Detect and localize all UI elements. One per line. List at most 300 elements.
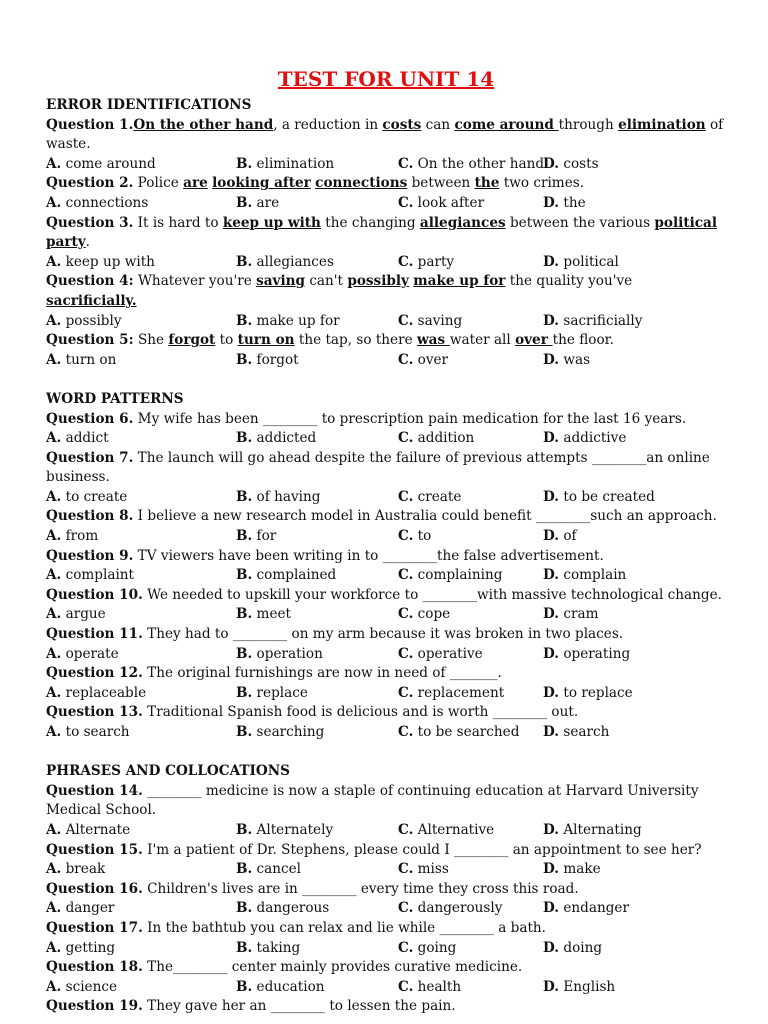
option-text: of	[559, 528, 577, 545]
answer-option[interactable]	[236, 194, 279, 214]
option-text: was	[559, 351, 591, 368]
underlined-phrase: over	[515, 332, 553, 349]
option-text: getting	[61, 939, 116, 956]
question-text: the floor.	[552, 332, 614, 349]
option-letter: C.	[398, 312, 414, 329]
answer-option[interactable]	[398, 351, 448, 371]
option-text: English	[559, 978, 616, 995]
answer-option[interactable]	[236, 939, 300, 959]
option-text: look after	[413, 194, 485, 211]
question-stem	[46, 507, 726, 527]
option-text: connections	[61, 194, 149, 211]
answer-option[interactable]	[398, 821, 494, 841]
question-text: In the bathtub you can relax and lie while ________ a bath.	[142, 919, 547, 936]
answer-option[interactable]	[236, 527, 276, 547]
answer-option[interactable]	[46, 527, 98, 547]
answer-option[interactable]	[398, 527, 431, 547]
answer-options	[46, 899, 726, 919]
option-letter: A.	[46, 684, 62, 701]
answer-option[interactable]	[46, 821, 130, 841]
underlined-phrase: turn on	[237, 332, 295, 349]
question-text: She	[133, 332, 169, 349]
question-text: .	[85, 234, 90, 251]
option-text: addict	[61, 430, 109, 447]
option-letter: C.	[398, 978, 414, 995]
answer-option[interactable]	[46, 723, 130, 743]
option-letter: B.	[236, 528, 253, 545]
question-label: Question 9.	[46, 547, 134, 564]
option-letter: B.	[236, 351, 253, 368]
option-letter: D.	[543, 567, 560, 584]
option-text: allegiances	[252, 253, 334, 270]
question-text: the changing	[320, 214, 420, 231]
option-letter: B.	[236, 430, 253, 447]
answer-option[interactable]	[543, 645, 630, 665]
answer-option[interactable]	[543, 899, 629, 919]
question-text: can't	[305, 273, 348, 290]
option-letter: C.	[398, 900, 414, 917]
option-letter: D.	[543, 861, 560, 878]
answer-option[interactable]	[46, 155, 156, 175]
question-stem	[46, 410, 726, 430]
option-text: sacrificially	[559, 312, 643, 329]
section-heading: PHRASES AND COLLOCATIONS	[46, 763, 290, 780]
option-letter: C.	[398, 821, 414, 838]
answer-option[interactable]	[236, 684, 308, 704]
question-label: Question 13.	[46, 704, 143, 721]
question-text: They had to ________ on my arm because it was broken in two places.	[142, 626, 624, 643]
option-text: make up for	[252, 312, 340, 329]
question-text: two crimes.	[499, 175, 585, 192]
answer-option[interactable]	[236, 821, 333, 841]
answer-option[interactable]	[236, 312, 340, 332]
question-text: ________ medicine is now a staple of continuing education at Harvard University Medical School.	[46, 782, 699, 819]
answer-option[interactable]	[543, 939, 602, 959]
question-text: of waste.	[46, 116, 724, 153]
option-text: forgot	[252, 351, 299, 368]
answer-option[interactable]	[543, 194, 586, 214]
answer-options	[46, 155, 726, 175]
answer-options	[46, 312, 726, 332]
option-letter: B.	[236, 488, 253, 505]
option-text: replace	[252, 684, 308, 701]
option-letter: C.	[398, 155, 414, 172]
option-letter: A.	[46, 155, 62, 172]
option-letter: A.	[46, 606, 62, 623]
answer-option[interactable]	[46, 978, 117, 998]
option-letter: C.	[398, 724, 414, 740]
answer-option[interactable]	[46, 645, 119, 665]
option-text: possibly	[61, 312, 122, 329]
option-text: the	[559, 194, 586, 211]
option-text: cancel	[252, 861, 302, 878]
question-text: the quality you've	[505, 273, 633, 290]
answer-option[interactable]	[543, 566, 626, 586]
option-letter: A.	[46, 351, 62, 368]
answer-option[interactable]	[543, 429, 626, 449]
option-letter: B.	[236, 724, 253, 740]
underlined-phrase: make up for	[413, 273, 506, 290]
answer-options	[46, 939, 726, 959]
underlined-phrase: looking after	[212, 175, 311, 192]
question-stem	[46, 664, 726, 684]
option-letter: B.	[236, 645, 253, 662]
option-letter: B.	[236, 939, 253, 956]
option-text: party	[413, 253, 455, 270]
option-text: come around	[61, 155, 156, 172]
option-text: meet	[252, 606, 291, 623]
answer-option[interactable]	[46, 312, 122, 332]
answer-options	[46, 527, 726, 547]
option-text: to replace	[559, 684, 633, 701]
answer-option[interactable]	[236, 899, 329, 919]
question-text: Police	[133, 175, 184, 192]
underlined-phrase: keep up with	[222, 214, 321, 231]
answer-option[interactable]	[236, 860, 301, 880]
answer-option[interactable]	[543, 351, 590, 371]
option-letter: D.	[543, 900, 560, 917]
option-text: to	[413, 528, 432, 545]
question-stem	[46, 782, 726, 821]
option-letter: D.	[543, 939, 560, 956]
option-text: from	[61, 528, 99, 545]
question-stem	[46, 880, 726, 900]
option-letter: D.	[543, 351, 560, 368]
question-text: Traditional Spanish food is delicious and is worth ________ out.	[142, 704, 579, 721]
question-label: Question 19.	[46, 998, 143, 1015]
answer-option[interactable]	[543, 155, 599, 175]
option-text: miss	[413, 861, 449, 878]
answer-option[interactable]	[236, 429, 316, 449]
option-letter: B.	[236, 821, 253, 838]
answer-option[interactable]	[46, 351, 116, 371]
option-text: complaint	[61, 567, 135, 584]
answer-options	[46, 684, 726, 704]
underlined-phrase: saving	[256, 273, 305, 290]
answer-option[interactable]	[46, 684, 146, 704]
option-letter: B.	[236, 606, 253, 623]
answer-option[interactable]	[543, 723, 609, 743]
option-letter: A.	[46, 488, 62, 505]
question-text: The________ center mainly provides curative medicine.	[142, 959, 523, 976]
question-text: We needed to upskill your workforce to ________with massive technological change.	[142, 586, 722, 603]
option-letter: D.	[543, 724, 560, 740]
question-label: Question 16.	[46, 880, 143, 897]
answer-option[interactable]	[543, 684, 633, 704]
underlined-phrase: sacrificially.	[46, 292, 137, 309]
option-text: Alternately	[252, 821, 334, 838]
option-text: complain	[559, 567, 627, 584]
option-text: operative	[413, 645, 483, 662]
answer-option[interactable]	[543, 253, 619, 273]
option-letter: D.	[543, 821, 560, 838]
answer-option[interactable]	[543, 978, 615, 998]
option-letter: C.	[398, 939, 414, 956]
option-text: break	[61, 861, 106, 878]
answer-option[interactable]	[398, 939, 456, 959]
question-stem	[46, 449, 726, 488]
question-label: Question 4:	[46, 273, 134, 290]
question-text: Children's lives are in ________ every time they cross this road.	[142, 880, 579, 897]
question-label: Question 2.	[46, 175, 134, 192]
question-label: Question 17.	[46, 919, 143, 936]
option-text: cope	[413, 606, 451, 623]
option-text: political	[559, 253, 619, 270]
option-letter: D.	[543, 528, 560, 545]
answer-option[interactable]	[236, 253, 334, 273]
answer-option[interactable]	[46, 566, 134, 586]
option-letter: D.	[543, 645, 560, 662]
option-text: searching	[252, 724, 325, 740]
sections-container	[46, 96, 726, 1017]
option-letter: D.	[543, 606, 560, 623]
question-label: Question 18.	[46, 959, 143, 976]
question-text: It is hard to	[133, 214, 223, 231]
answer-option[interactable]	[398, 253, 454, 273]
option-letter: B.	[236, 155, 253, 172]
option-letter: A.	[46, 821, 62, 838]
option-letter: B.	[236, 861, 253, 878]
question-text: between	[407, 175, 475, 192]
question-stem	[46, 586, 726, 606]
answer-options	[46, 605, 726, 625]
answer-option[interactable]	[46, 860, 105, 880]
question-label: Question 12.	[46, 665, 143, 682]
section-heading: WORD PATTERNS	[46, 390, 184, 407]
answer-option[interactable]	[398, 860, 449, 880]
answer-option[interactable]	[398, 605, 450, 625]
option-letter: B.	[236, 978, 253, 995]
question-label: Question 1.	[46, 116, 134, 133]
option-text: operation	[252, 645, 323, 662]
option-text: to be searched	[413, 724, 520, 740]
answer-option[interactable]	[398, 488, 461, 508]
question-label: Question 5:	[46, 332, 134, 349]
question-text: between the various	[505, 214, 655, 231]
answer-option[interactable]	[398, 566, 502, 586]
option-letter: A.	[46, 253, 62, 270]
question-stem	[46, 331, 726, 351]
option-text: education	[252, 978, 325, 995]
option-text: over	[413, 351, 449, 368]
section-spacer	[46, 370, 726, 390]
option-text: operating	[559, 645, 631, 662]
answer-option[interactable]	[543, 312, 642, 332]
answer-option[interactable]	[543, 488, 655, 508]
option-text: dangerous	[252, 900, 330, 917]
answer-option[interactable]	[398, 684, 504, 704]
answer-option[interactable]	[543, 821, 642, 841]
option-text: costs	[559, 155, 599, 172]
answer-option[interactable]	[236, 605, 291, 625]
test-document	[46, 64, 726, 1017]
question-stem	[46, 214, 726, 253]
answer-option[interactable]	[46, 429, 109, 449]
question-label: Question 11.	[46, 626, 143, 643]
answer-option[interactable]	[236, 155, 334, 175]
question-text: can	[421, 116, 455, 133]
underlined-phrase: forgot	[168, 332, 216, 349]
option-letter: A.	[46, 645, 62, 662]
question-stem	[46, 174, 726, 194]
question-stem	[46, 116, 726, 155]
question-text: I'm a patient of Dr. Stephens, please could I ________ an appointment to see her?	[142, 841, 702, 858]
option-text: saving	[413, 312, 463, 329]
answer-option[interactable]	[398, 312, 462, 332]
option-letter: B.	[236, 312, 253, 329]
answer-option[interactable]	[236, 723, 324, 743]
answer-option[interactable]	[236, 566, 336, 586]
underlined-phrase: connections	[315, 175, 408, 192]
question-label: Question 8.	[46, 508, 134, 525]
question-stem	[46, 547, 726, 567]
answer-options	[46, 488, 726, 508]
option-letter: A.	[46, 194, 62, 211]
answer-option[interactable]	[46, 939, 115, 959]
question-text: The original furnishings are now in need of _______.	[142, 665, 502, 682]
option-text: make	[559, 861, 601, 878]
answer-option[interactable]	[46, 899, 114, 919]
answer-option[interactable]	[398, 645, 483, 665]
question-label: Question 14.	[46, 782, 143, 799]
question-text: the tap, so there	[294, 332, 417, 349]
question-stem	[46, 625, 726, 645]
option-letter: A.	[46, 567, 62, 584]
option-text: Alternate	[61, 821, 131, 838]
answer-options	[46, 194, 726, 214]
option-text: health	[413, 978, 462, 995]
option-text: taking	[252, 939, 301, 956]
answer-option[interactable]	[398, 155, 544, 175]
option-letter: D.	[543, 978, 560, 995]
question-text: to	[215, 332, 238, 349]
question-stem	[46, 841, 726, 861]
option-text: of having	[252, 488, 321, 505]
test-title: TEST FOR UNIT 14	[277, 67, 495, 91]
option-text: complaining	[413, 567, 503, 584]
answer-options	[46, 351, 726, 371]
answer-option[interactable]	[236, 978, 325, 998]
answer-option[interactable]	[46, 194, 148, 214]
option-letter: C.	[398, 684, 414, 701]
answer-option[interactable]	[543, 527, 577, 547]
question-text: I believe a new research model in Australia could benefit ________such an approach.	[133, 508, 717, 525]
answer-option[interactable]	[398, 978, 461, 998]
answer-option[interactable]	[46, 488, 127, 508]
option-letter: A.	[46, 528, 62, 545]
option-letter: A.	[46, 900, 62, 917]
question-stem	[46, 272, 726, 311]
option-text: Alternative	[413, 821, 495, 838]
option-letter: A.	[46, 430, 62, 447]
option-letter: C.	[398, 488, 414, 505]
option-letter: B.	[236, 567, 253, 584]
question-text: Whatever you're	[133, 273, 257, 290]
option-text: doing	[559, 939, 603, 956]
answer-option[interactable]	[46, 253, 155, 273]
section-spacer	[46, 743, 726, 763]
option-letter: C.	[398, 351, 414, 368]
question-label: Question 6.	[46, 410, 134, 427]
option-letter: D.	[543, 684, 560, 701]
option-letter: C.	[398, 645, 414, 662]
option-letter: C.	[398, 194, 414, 211]
option-text: addicted	[252, 430, 317, 447]
answer-option[interactable]	[398, 899, 502, 919]
answer-options	[46, 253, 726, 273]
option-letter: C.	[398, 253, 414, 270]
underlined-phrase: come around	[454, 116, 559, 133]
option-letter: C.	[398, 528, 414, 545]
option-text: dangerously	[413, 900, 503, 917]
option-letter: A.	[46, 724, 62, 740]
answer-options	[46, 566, 726, 586]
option-letter: D.	[543, 253, 560, 270]
option-letter: C.	[398, 606, 414, 623]
option-letter: A.	[46, 978, 62, 995]
answer-options	[46, 723, 726, 743]
option-text: replacement	[413, 684, 505, 701]
answer-option[interactable]	[398, 723, 519, 743]
option-letter: D.	[543, 194, 560, 211]
answer-option[interactable]	[236, 488, 320, 508]
question-text: My wife has been ________ to prescription pain medication for the last 16 years.	[133, 410, 687, 427]
option-letter: A.	[46, 312, 62, 329]
question-label: Question 7.	[46, 449, 134, 466]
option-text: create	[413, 488, 462, 505]
answer-options	[46, 821, 726, 841]
answer-option[interactable]	[46, 605, 106, 625]
option-text: argue	[61, 606, 106, 623]
underlined-phrase: the	[474, 175, 500, 192]
underlined-phrase: costs	[382, 116, 422, 133]
option-letter: A.	[46, 939, 62, 956]
option-text: elimination	[252, 155, 335, 172]
option-letter: D.	[543, 430, 560, 447]
answer-option[interactable]	[236, 351, 299, 371]
answer-option[interactable]	[543, 860, 601, 880]
option-letter: B.	[236, 684, 253, 701]
question-text: , a reduction in	[273, 116, 383, 133]
option-letter: B.	[236, 253, 253, 270]
answer-option[interactable]	[398, 429, 474, 449]
option-text: operate	[61, 645, 119, 662]
option-text: going	[413, 939, 457, 956]
answer-options	[46, 645, 726, 665]
underlined-phrase: On the other hand	[133, 116, 274, 133]
option-text: On the other hand	[413, 155, 545, 172]
answer-option[interactable]	[543, 605, 598, 625]
answer-option[interactable]	[398, 194, 484, 214]
question-text: They gave her an ________ to lessen the pain.	[142, 998, 456, 1015]
option-text: turn on	[61, 351, 117, 368]
option-letter: B.	[236, 194, 253, 211]
option-letter: C.	[398, 861, 414, 878]
question-text: TV viewers have been writing in to ________the false advertisement.	[133, 547, 604, 564]
question-label: Question 10.	[46, 586, 143, 603]
answer-options	[46, 860, 726, 880]
option-text: endanger	[559, 900, 629, 917]
answer-options	[46, 978, 726, 998]
option-text: science	[61, 978, 117, 995]
option-text: keep up with	[61, 253, 155, 270]
option-text: addition	[413, 430, 475, 447]
question-label: Question 15.	[46, 841, 143, 858]
option-letter: C.	[398, 430, 414, 447]
answer-option[interactable]	[236, 645, 323, 665]
question-text: through	[558, 116, 619, 133]
underlined-phrase: are	[183, 175, 208, 192]
